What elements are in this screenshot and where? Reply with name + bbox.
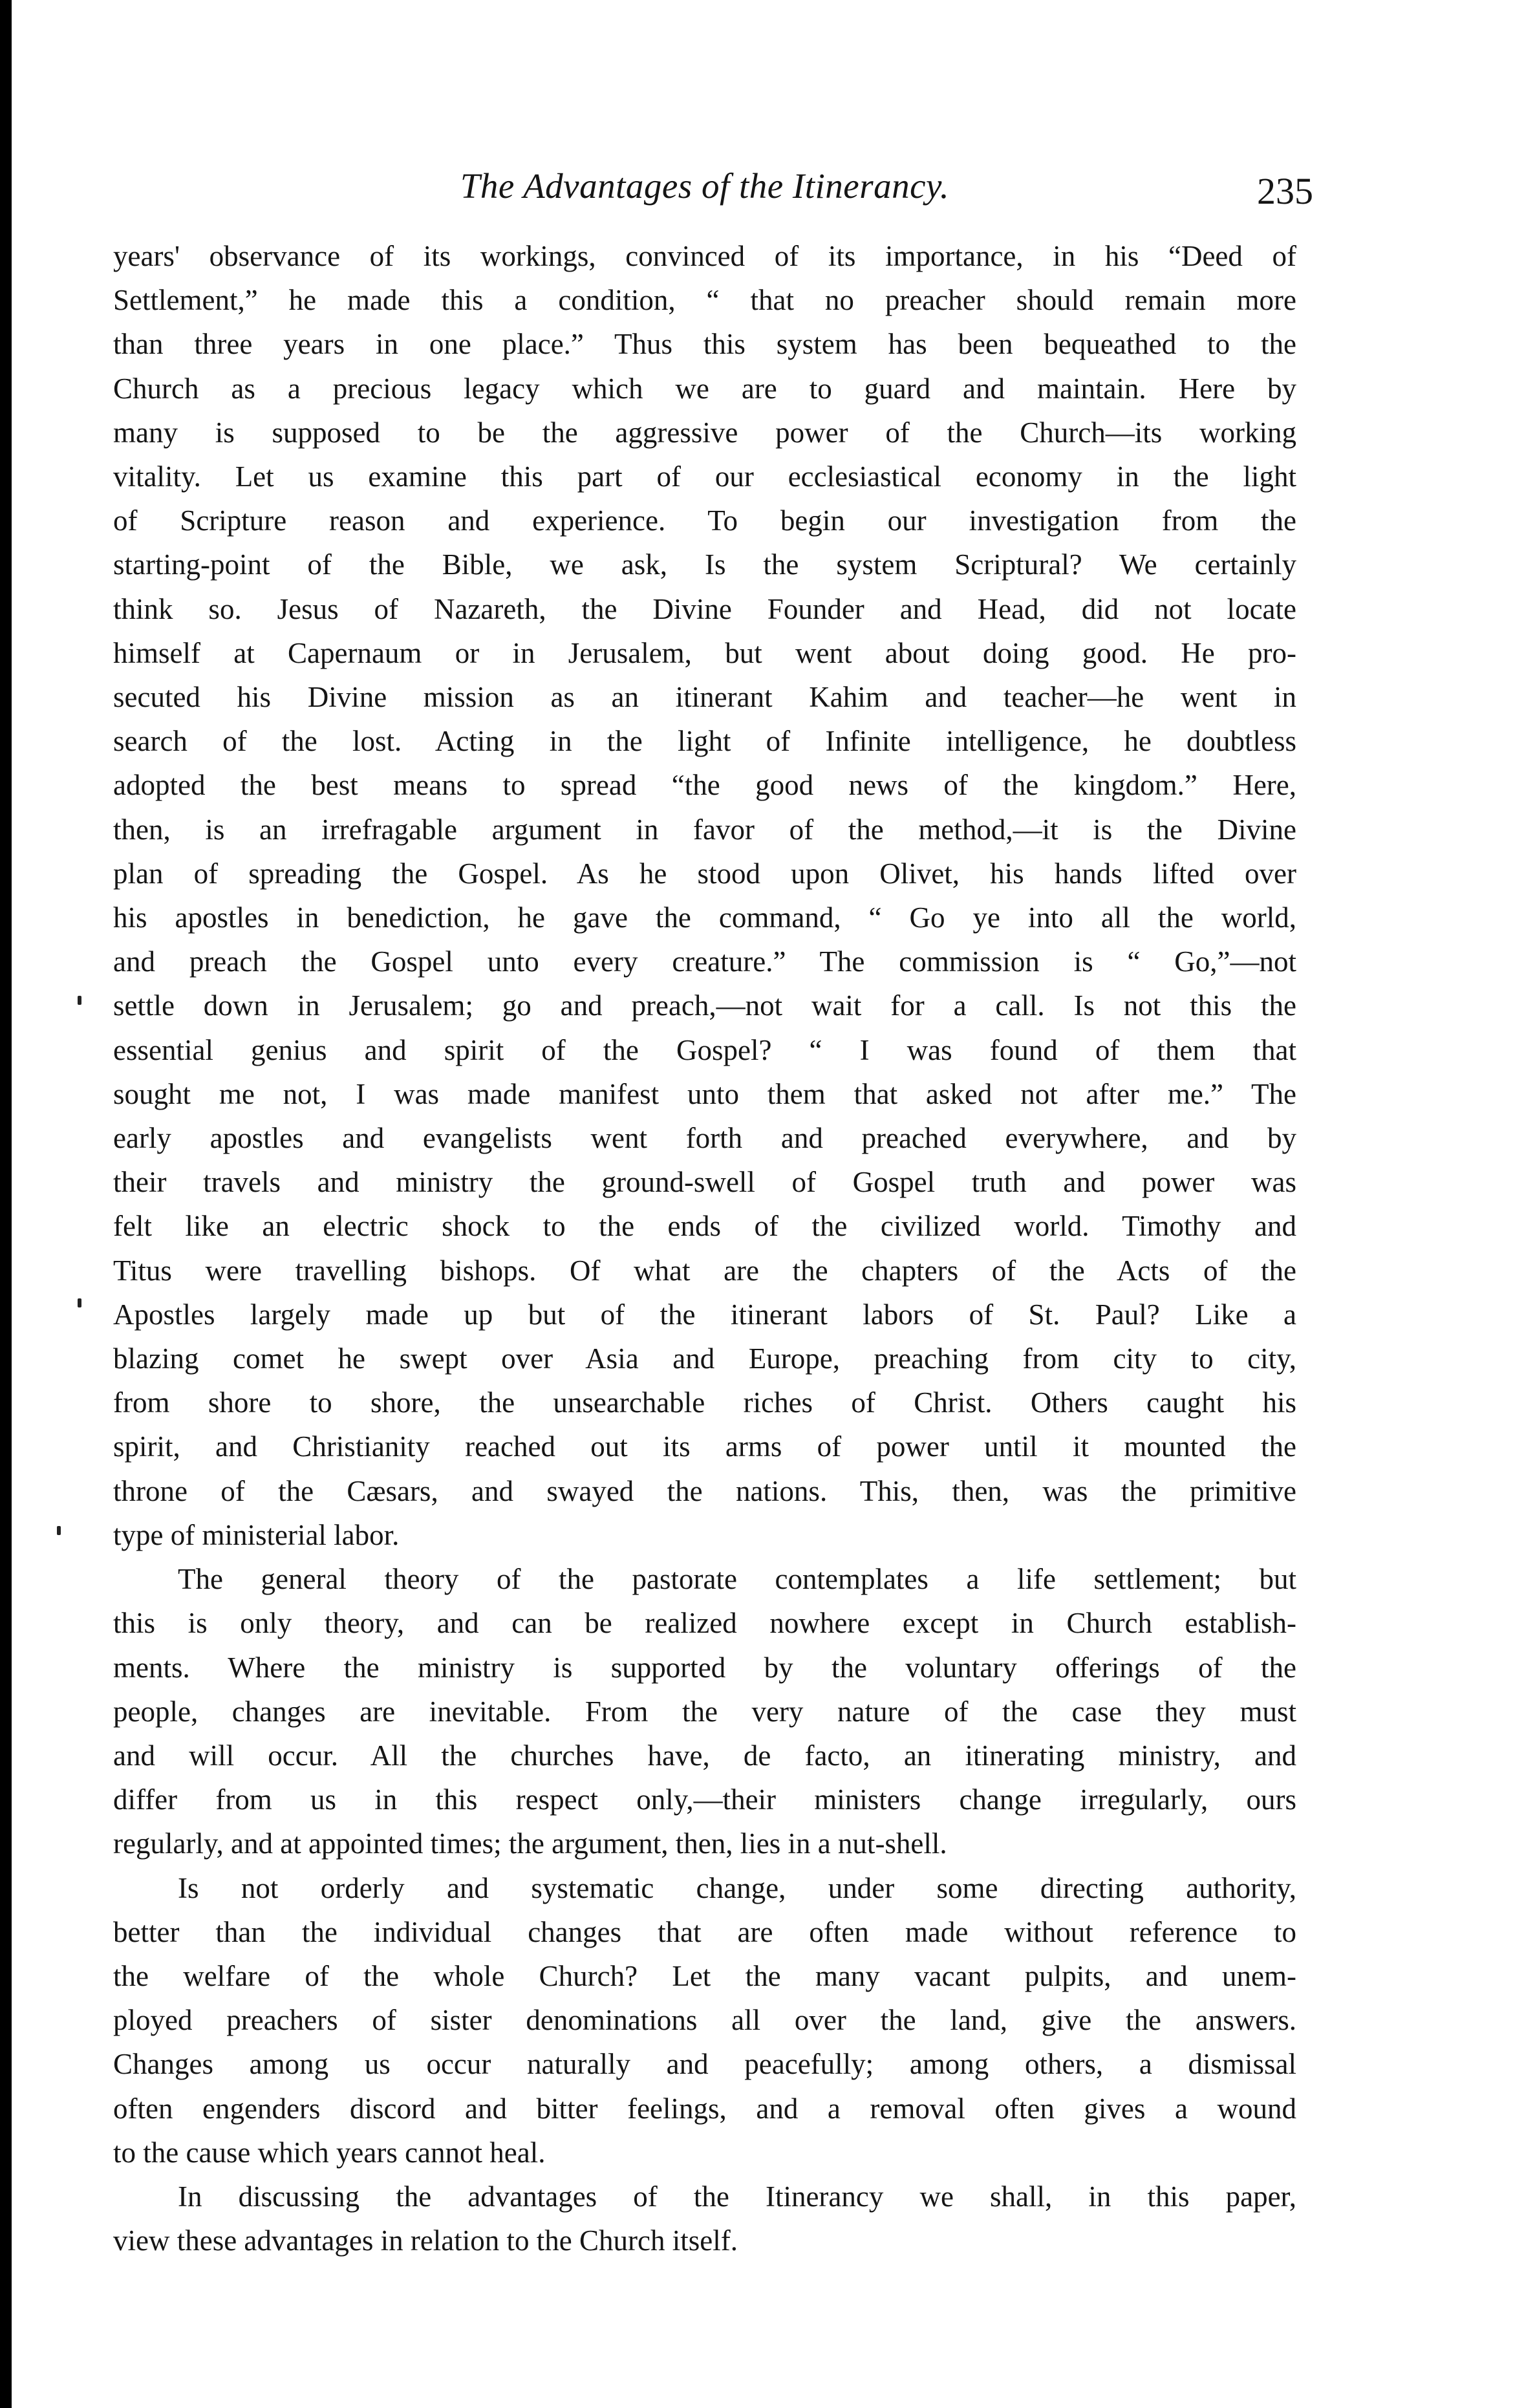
text-line: himself at Capernaum or in Jerusalem, but went about doing good. He pro-: [113, 636, 1296, 669]
text-line: from shore to shore, the unsearchable riches of Christ. Others caught his: [113, 1386, 1296, 1419]
text-line: their travels and ministry the ground-swell of Gospel truth and power was: [113, 1166, 1296, 1199]
text-line: sought me not, I was made manifest unto them that asked not after me.” The: [113, 1077, 1296, 1110]
text-line: blazing comet he swept over Asia and Europe, preaching from city to city,: [113, 1342, 1296, 1375]
book-page: [113, 160, 1313, 2263]
text-line: Changes among us occur naturally and peacefully; among others, a dismissal: [113, 2048, 1296, 2081]
paragraph-3: [113, 1866, 1296, 2175]
scan-speck: [78, 1298, 81, 1307]
page-number: 235: [1257, 170, 1313, 212]
text-line: settle down in Jerusalem; go and preach,—not wait for a call. Is not this the: [113, 989, 1296, 1022]
text-line: think so. Jesus of Nazareth, the Divine Founder and Head, did not locate: [113, 592, 1296, 625]
text-line: early apostles and evangelists went forth and preached everywhere, and by: [113, 1122, 1296, 1155]
text-line: Apostles largely made up but of the itinerant labors of St. Paul? Like a: [113, 1298, 1296, 1331]
text-line: Settlement,” he made this a condition, “ that no preacher should remain more: [113, 284, 1296, 317]
text-line: starting-point of the Bible, we ask, Is the system Scriptural? We certainly: [113, 548, 1296, 581]
running-header: [113, 160, 1313, 220]
text-line: the welfare of the whole Church? Let the many vacant pulpits, and unem-: [113, 1959, 1296, 1992]
text-line: Church as a precious legacy which we are to guard and maintain. Here by: [113, 372, 1296, 405]
text-line: search of the lost. Acting in the light of Infinite intelligence, he doubtless: [113, 725, 1296, 758]
text-line: often engenders discord and bitter feelings, and a removal often gives a wound: [113, 2092, 1296, 2125]
text-line: people, changes are inevitable. From the very nature of the case they must: [113, 1695, 1296, 1728]
text-line: then, is an irrefragable argument in favor of the method,—it is the Divine: [113, 813, 1296, 846]
text-line: than three years in one place.” Thus this system has been bequeathed to the: [113, 328, 1296, 361]
text-line: The general theory of the pastorate contemplates a life settlement; but: [178, 1563, 1296, 1596]
text-line: his apostles in benediction, he gave the command, “ Go ye into all the world,: [113, 901, 1296, 934]
scan-border: [0, 0, 12, 2408]
text-line: type of ministerial labor.: [113, 1518, 400, 1551]
paragraph-1: [113, 234, 1296, 1557]
text-line: spirit, and Christianity reached out its arms of power until it mounted the: [113, 1430, 1296, 1463]
text-line: Titus were travelling bishops. Of what are the chapters of the Acts of the: [113, 1254, 1296, 1287]
text-line: throne of the Cæsars, and swayed the nations. This, then, was the primitive: [113, 1474, 1296, 1507]
text-line: felt like an electric shock to the ends of the civilized world. Timothy and: [113, 1210, 1296, 1243]
running-title: The Advantages of the Itinerancy.: [460, 166, 950, 206]
text-line: plan of spreading the Gospel. As he stood upon Olivet, his hands lifted over: [113, 857, 1296, 890]
text-line: of Scripture reason and experience. To begin our investigation from the: [113, 504, 1296, 537]
scan-speck: [78, 996, 81, 1005]
text-line: regularly, and at appointed times; the argument, then, lies in a nut-shell.: [113, 1827, 947, 1860]
text-line: In discussing the advantages of the Itinerancy we shall, in this paper,: [178, 2180, 1296, 2213]
text-line: view these advantages in relation to the Church itself.: [113, 2224, 738, 2257]
text-line: secuted his Divine mission as an itinerant Kahim and teacher—he went in: [113, 681, 1296, 714]
text-line: Is not orderly and systematic change, under some directing authority,: [178, 1871, 1296, 1904]
text-line: this is only theory, and can be realized nowhere except in Church establish-: [113, 1607, 1296, 1640]
text-line: ployed preachers of sister denominations all over the land, give the answers.: [113, 2004, 1296, 2037]
text-line: years' observance of its workings, convinced of its importance, in his “Deed of: [113, 240, 1296, 272]
scan-speck: [57, 1526, 61, 1535]
text-line: many is supposed to be the aggressive power of the Church—its working: [113, 416, 1296, 449]
text-line: essential genius and spirit of the Gospel? “ I was found of them that: [113, 1033, 1296, 1066]
text-line: vitality. Let us examine this part of our ecclesiastical economy in the light: [113, 460, 1296, 493]
text-line: and preach the Gospel unto every creature.” The commission is “ Go,”—not: [113, 945, 1296, 978]
text-line: better than the individual changes that are often made without reference to: [113, 1915, 1296, 1948]
text-line: and will occur. All the churches have, de facto, an itinerating ministry, and: [113, 1739, 1296, 1772]
paragraph-2: [113, 1557, 1296, 1865]
text-line: ments. Where the ministry is supported by the voluntary offerings of the: [113, 1651, 1296, 1684]
text-line: differ from us in this respect only,—their ministers change irregularly, ours: [113, 1783, 1296, 1816]
text-line: adopted the best means to spread “the good news of the kingdom.” Here,: [113, 769, 1296, 802]
text-line: to the cause which years cannot heal.: [113, 2136, 546, 2169]
paragraph-4: [113, 2175, 1296, 2263]
